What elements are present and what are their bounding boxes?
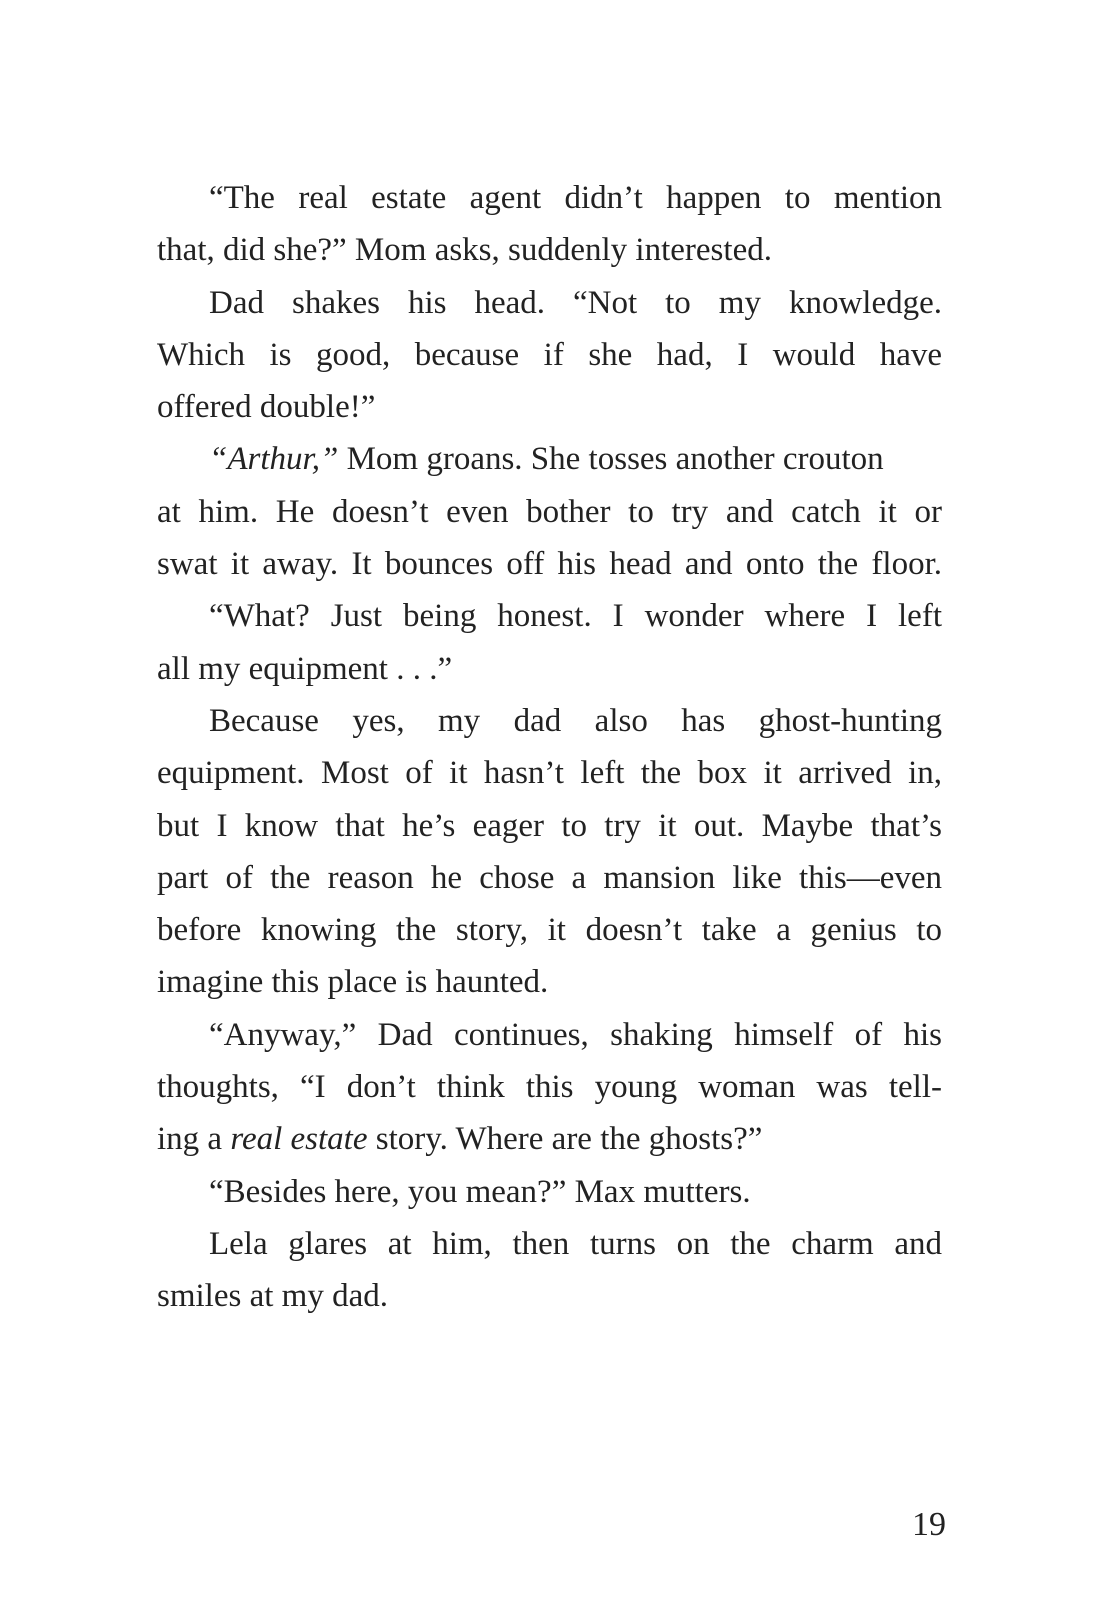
text-line: Lela glares at him, then turns on the charm and <box>209 1225 942 1262</box>
text-line: “The real estate agent didn’t happen to mention <box>209 180 942 216</box>
text-line: imagine this place is haunted. <box>157 964 549 1001</box>
text-line: smiles at my dad. <box>157 1278 388 1315</box>
body-text <box>157 172 942 1323</box>
text-line: equipment. Most of it hasn’t left the box it arrived in, <box>157 755 942 792</box>
text-span: ing a <box>157 1121 231 1158</box>
text-line: all my equipment . . .” <box>157 650 453 687</box>
text-line: at him. He doesn’t even bother to try and catch it or <box>157 493 942 530</box>
italic-text: real estate <box>230 1121 368 1158</box>
text-line: that, did she?” Mom asks, suddenly interested. <box>157 232 772 269</box>
text-span: Mom groans. She tosses another crouton <box>338 441 884 478</box>
text-span: story. Where are the ghosts?” <box>367 1121 763 1158</box>
page-number: 19 <box>912 1506 946 1543</box>
text-line: offered double!” <box>157 389 376 426</box>
text-line: “Anyway,” Dad continues, shaking himself of his <box>209 1016 942 1053</box>
text-line: Which is good, because if she had, I would have <box>157 336 942 373</box>
text-line: Dad shakes his head. “Not to my knowledge. <box>209 284 942 321</box>
text-line: “Besides here, you mean?” Max mutters. <box>209 1173 751 1210</box>
text-line: part of the reason he chose a mansion like this—even <box>157 859 942 896</box>
text-line: thoughts, “I don’t think this young woman was tell- <box>157 1069 942 1106</box>
text-line: but I know that he’s eager to try it out. Maybe that’s <box>157 807 942 844</box>
text-line: “What? Just being honest. I wonder where I left <box>209 598 942 635</box>
italic-text: “Arthur,” <box>209 441 339 478</box>
text-line <box>157 1113 942 1165</box>
text-line: Because yes, my dad also has ghost-hunting <box>209 702 942 739</box>
text-line: before knowing the story, it doesn’t take a genius to <box>157 912 942 949</box>
text-line <box>157 433 942 485</box>
text-line: swat it away. It bounces off his head and onto the floor. <box>157 546 942 583</box>
